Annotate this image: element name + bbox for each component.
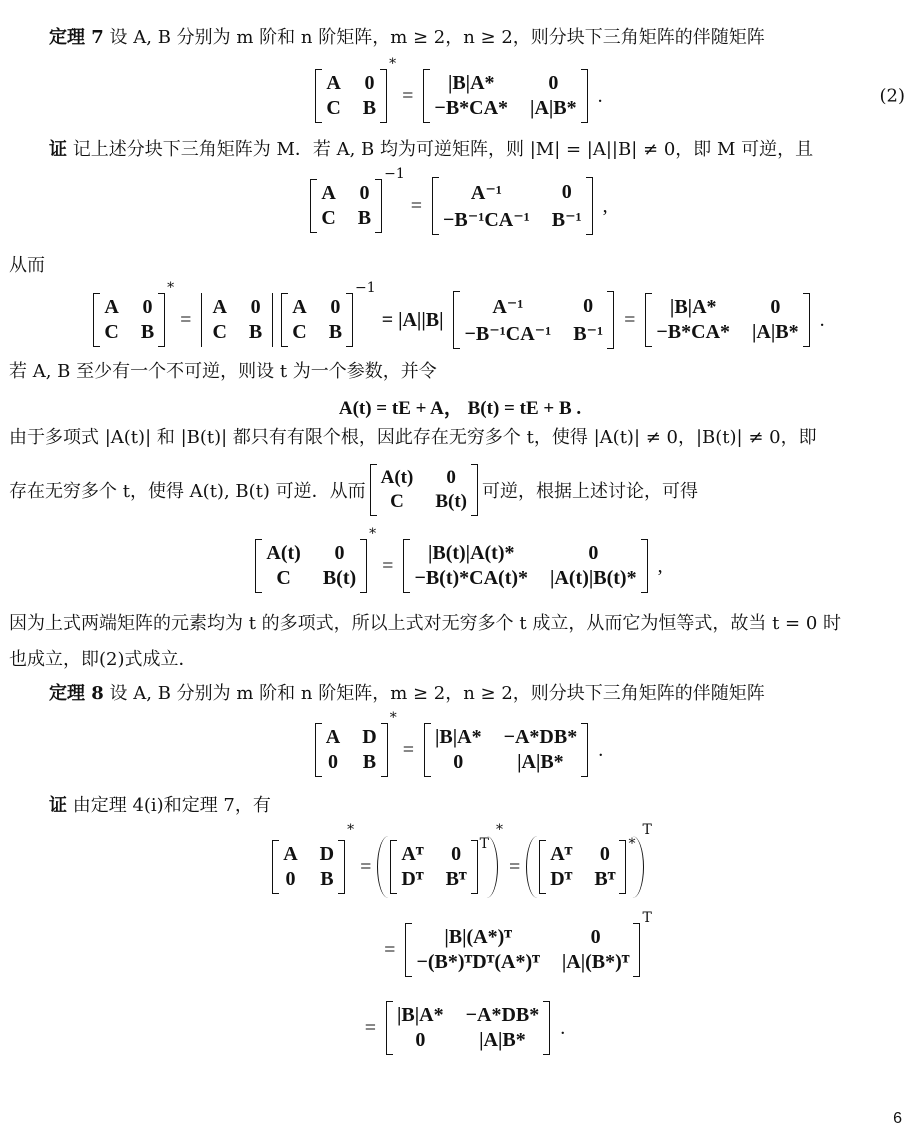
proof8-step3 xyxy=(0,994,920,1062)
step3-matrix xyxy=(386,1001,550,1055)
matrix-cell: −B⁻¹CA⁻¹ xyxy=(443,209,530,231)
paragraph-noninvertible: 若 A, B 至少有一个不可逆，则设 t 为一个参数，并令 xyxy=(9,361,437,382)
polynomial-text-a: 存在无穷多个 t，使得 A(t), B(t) 可逆．从而 xyxy=(9,481,366,502)
matrix-cell: 0 xyxy=(590,926,601,948)
matrix-cell: B(t) xyxy=(435,491,467,512)
matrix-cell: 0 xyxy=(561,181,572,203)
matrix-cell: |A|B* xyxy=(752,321,799,343)
matrix-cell: |B|A* xyxy=(434,726,482,748)
matrix-cell: B(t) xyxy=(322,567,357,589)
adjugate-mark: * xyxy=(389,56,397,72)
proof8-head: 证 xyxy=(49,795,67,816)
matrix-cell: C xyxy=(212,321,227,343)
adjugate-mark: * xyxy=(167,280,175,296)
paragraph-polynomial-2 xyxy=(0,458,920,522)
proof8-statement xyxy=(49,794,271,818)
matrix-cell: |A(t)|B(t)* xyxy=(550,567,637,589)
matrix-cell: A xyxy=(104,296,119,318)
proof7-text: 记上述分块下三角矩阵为 M．若 A, B 均为可逆矩阵，则 |M| = |A||B| ≠ 0，即 M 可逆，且 xyxy=(72,139,814,160)
equation-tag: (2) xyxy=(879,85,905,107)
matrix-cell: Bᵀ xyxy=(445,868,467,890)
matrix-cell: |A|B* xyxy=(479,1029,526,1051)
transpose-matrix xyxy=(390,840,477,894)
matrix-cell: −B*CA* xyxy=(656,321,731,343)
matrix-cell: A(t) xyxy=(266,542,301,564)
matrix-cell: −B⁻¹CA⁻¹ xyxy=(464,323,552,345)
theorem8-statement xyxy=(49,682,765,706)
eq8-lhs-matrix xyxy=(315,723,388,777)
equals-sign: = xyxy=(402,84,414,107)
matrix-cell: |B|A* xyxy=(447,72,495,94)
matrix-cell: B xyxy=(320,868,334,890)
chain-rhs2-matrix xyxy=(645,293,809,347)
polynomial-text-b: 可逆，根据上述讨论，可得 xyxy=(481,481,698,502)
matrix-cell: 0 xyxy=(359,182,370,204)
adjugate-mark: * xyxy=(369,526,377,542)
matrix-cell: C xyxy=(390,491,404,512)
matrix-cell: A xyxy=(321,182,336,204)
matrix-cell: 0 xyxy=(328,751,339,773)
proof7-head: 证 xyxy=(49,139,67,160)
proof8-step2 xyxy=(0,910,920,986)
matrix-cell: B xyxy=(362,751,377,773)
transpose-matrix-2 xyxy=(539,840,626,894)
equals-sign: = xyxy=(624,308,636,331)
paragraph-conclude-1: 因为上式两端矩阵的元素均为 t 的多项式，所以上式对无穷多个 t 成立，从而它为恒等式，故当 t = 0 时 xyxy=(9,613,842,634)
scalar-product: = |A||B| xyxy=(381,308,444,331)
matrix-cell: −B*CA* xyxy=(434,97,509,119)
theorem8-head: 定理 8 xyxy=(49,683,104,704)
matrix-cell: A xyxy=(325,726,341,748)
equation-theorem8 xyxy=(0,710,920,786)
matrix-cell: Aᵀ xyxy=(401,843,424,865)
matrix-cell: 0 xyxy=(583,295,594,317)
proof8-step1 xyxy=(0,822,920,908)
chain-lhs-matrix xyxy=(93,293,165,347)
comma: , xyxy=(657,554,663,577)
equals-sign: = xyxy=(402,738,414,761)
equals-sign: = xyxy=(508,855,521,878)
comma: , xyxy=(602,194,608,217)
adjugate-mark: * xyxy=(495,822,503,838)
matrix-cell: A xyxy=(283,843,298,865)
equals-sign: = xyxy=(384,938,396,961)
period: . xyxy=(560,1016,566,1039)
period: . xyxy=(819,308,825,331)
matrix-cell: |A|(B*)ᵀ xyxy=(561,951,630,973)
adjugate-mark: * xyxy=(628,836,636,852)
proof8-text: 由定理 4(i)和定理 7，有 xyxy=(72,795,271,816)
equals-sign: = xyxy=(364,1016,377,1039)
matrix-cell: 0 xyxy=(364,72,375,94)
matrix-cell: −A*DB* xyxy=(465,1004,540,1026)
step2-matrix xyxy=(405,923,640,977)
matrix-cell: 0 xyxy=(415,1029,426,1051)
period: . xyxy=(598,738,604,761)
matrix-cell: 0 xyxy=(285,868,296,890)
proof7-statement xyxy=(49,138,813,162)
matrix-cell: 0 xyxy=(142,296,153,318)
matrix-cell: B xyxy=(248,321,263,343)
matrix-cell: 0 xyxy=(770,296,781,318)
period: . xyxy=(597,84,603,107)
step1-lhs-matrix xyxy=(272,840,345,894)
matrix-cell: |B|A* xyxy=(669,296,717,318)
matrix-cell: 0 xyxy=(250,296,261,318)
inverse-mark: −1 xyxy=(384,166,405,182)
outer-paren xyxy=(526,836,644,898)
matrix-cell: 0 xyxy=(599,843,610,865)
inverse-rhs-matrix xyxy=(432,177,593,235)
matrix-cell: A⁻¹ xyxy=(492,296,524,318)
transpose-mark: T xyxy=(642,910,652,926)
matrix-cell: A(t) xyxy=(380,467,414,488)
paragraph-polynomial-1: 由于多项式 |A(t)| 和 |B(t)| 都只有有限个根，因此存在无穷多个 t，使得 |A(t)| ≠ 0，|B(t)| ≠ 0，即 xyxy=(9,427,817,448)
eq2-lhs-matrix xyxy=(315,69,387,123)
equals-sign: = xyxy=(180,308,192,331)
matrix-cell: 0 xyxy=(588,542,599,564)
equation-t xyxy=(0,526,920,602)
matrix-cell: C xyxy=(326,97,341,119)
matrix-cell: −B(t)*CA(t)* xyxy=(414,567,529,589)
equals-sign: = xyxy=(410,194,423,217)
t-lhs-matrix xyxy=(255,539,367,593)
theorem8-text: 设 A, B 分别为 m 阶和 n 阶矩阵，m ≥ 2，n ≥ 2，则分块下三角矩阵的伴随矩阵 xyxy=(109,683,765,704)
matrix-cell: 0 xyxy=(334,542,345,564)
matrix-cell: |B|(A*)ᵀ xyxy=(444,926,512,948)
inverse-mark: −1 xyxy=(355,280,376,296)
adjugate-mark: * xyxy=(389,710,397,726)
equation-param xyxy=(0,392,920,420)
matrix-cell: 0 xyxy=(330,296,341,318)
theorem7-text: 设 A, B 分别为 m 阶和 n 阶矩阵，m ≥ 2，n ≥ 2，则分块下三角矩阵的伴随矩阵 xyxy=(109,27,765,48)
transpose-mark: T xyxy=(479,836,489,852)
matrix-cell: Dᵀ xyxy=(550,868,573,890)
matrix-cell: B⁻¹ xyxy=(573,323,604,345)
matrix-cell: A xyxy=(212,296,227,318)
equation-2 xyxy=(0,56,920,132)
matrix-cell: B xyxy=(357,207,372,229)
equation-chain xyxy=(0,280,920,356)
adjugate-mark: * xyxy=(347,822,355,838)
matrix-cell: D xyxy=(362,726,377,748)
matrix-cell: B xyxy=(328,321,343,343)
eq2-rhs-matrix xyxy=(423,69,587,123)
matrix-cell: |B|A* xyxy=(397,1004,444,1026)
matrix-cell: B xyxy=(362,97,377,119)
matrix-cell: 0 xyxy=(446,467,456,488)
param-definition: A(t) = tE + A， B(t) = tE + B . xyxy=(338,397,582,419)
chain-determinant xyxy=(201,293,273,347)
matrix-cell: C xyxy=(276,567,291,589)
chain-rhs1-matrix xyxy=(453,291,614,349)
matrix-cell: |B(t)|A(t)* xyxy=(427,542,515,564)
paragraph-conclude-2: 也成立，即(2)式成立． xyxy=(9,649,197,670)
matrix-cell: C xyxy=(292,321,307,343)
inverse-lhs-matrix xyxy=(310,179,382,233)
theorem7-statement xyxy=(49,26,765,50)
matrix-cell: C xyxy=(321,207,336,229)
matrix-cell: 0 xyxy=(453,751,464,773)
matrix-cell: 0 xyxy=(548,72,559,94)
equation-inverse xyxy=(0,166,920,242)
matrix-cell: B⁻¹ xyxy=(551,209,582,231)
transpose-mark: T xyxy=(642,822,652,838)
thus-label: 从而 xyxy=(9,255,45,276)
matrix-cell: |A|B* xyxy=(517,751,564,773)
matrix-cell: C xyxy=(104,321,119,343)
t-block-matrix xyxy=(370,464,478,516)
matrix-cell: 0 xyxy=(451,843,462,865)
matrix-cell: Aᵀ xyxy=(550,843,573,865)
equals-sign: = xyxy=(360,855,372,878)
matrix-cell: Bᵀ xyxy=(594,868,616,890)
page-number: 6 xyxy=(893,1110,902,1127)
theorem7-head: 定理 7 xyxy=(49,27,104,48)
matrix-cell: −A*DB* xyxy=(503,726,578,748)
t-rhs-matrix xyxy=(403,539,647,593)
chain-inverse-matrix xyxy=(281,293,353,347)
matrix-cell: Dᵀ xyxy=(401,868,424,890)
matrix-cell: D xyxy=(319,843,335,865)
matrix-cell: A xyxy=(326,72,341,94)
eq8-rhs-matrix xyxy=(424,723,588,777)
matrix-cell: A xyxy=(292,296,307,318)
matrix-cell: B xyxy=(140,321,155,343)
outer-paren xyxy=(377,836,498,898)
equals-sign: = xyxy=(382,554,394,577)
matrix-cell: A⁻¹ xyxy=(470,182,502,204)
matrix-cell: −(B*)ᵀDᵀ(A*)ᵀ xyxy=(416,951,540,973)
matrix-cell: |A|B* xyxy=(530,97,577,119)
